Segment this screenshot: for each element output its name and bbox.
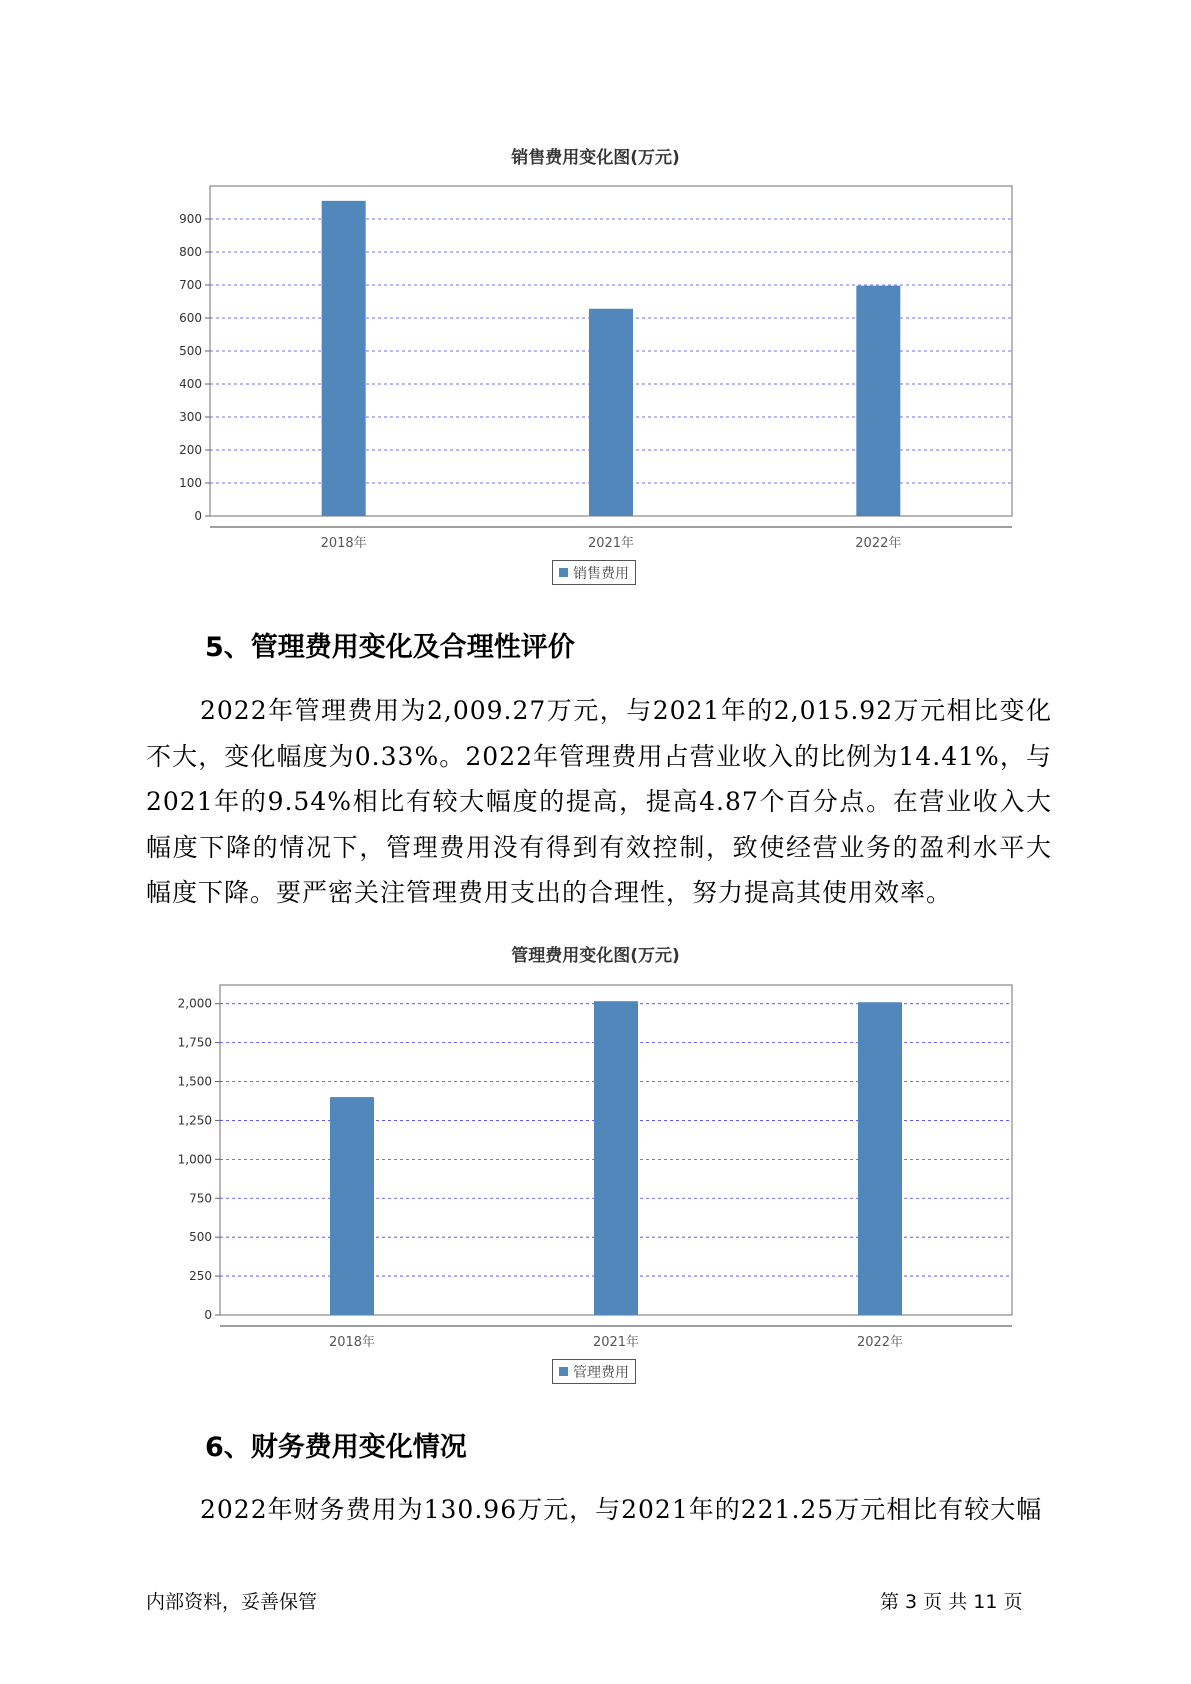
- legend-swatch: [559, 1367, 568, 1376]
- chart2-ytick-label: 1,500: [177, 1074, 212, 1089]
- chart2-bar: [594, 1001, 638, 1315]
- chart1-xtick-label: 2018年: [320, 536, 367, 551]
- section5-heading: 5、管理费用变化及合理性评价: [205, 632, 575, 663]
- chart1-ytick-label: 900: [179, 212, 202, 226]
- chart2-xtick-label: 2018年: [328, 1335, 376, 1350]
- chart1-ytick-label: 400: [179, 377, 202, 391]
- chart2-ytick-label: 0: [204, 1308, 212, 1322]
- section5-paragraph: 2022年管理费用为2,009.27万元，与2021年的2,015.92万元相比变化不大，变化幅度为0.33%。2022年管理费用占营业收入的比例为14.41%，与2021年的9.54%相比有较大幅度的提高，提高4.87个百分点。在营业收入大幅度下降的情况下，管理费用没有得到有效控制，致使经营业务的盈利水平大幅度下降。要严密关注管理费用支出的合理性，努力提高其使用效率。: [146, 696, 1052, 907]
- chart2-ytick-label: 2,000: [177, 996, 212, 1011]
- chart1-ytick-label: 200: [179, 443, 202, 457]
- chart2-bar: [330, 1097, 374, 1315]
- chart2-ytick-label: 250: [189, 1269, 212, 1284]
- section6-paragraph: 2022年财务费用为130.96万元，与2021年的221.25万元相比有较大幅: [200, 1495, 1043, 1524]
- chart1-ytick-label: 0: [194, 509, 202, 523]
- chart1-ytick-label: 800: [179, 245, 202, 259]
- chart2-ytick-label: 500: [189, 1230, 212, 1245]
- chart2-legend: [552, 1359, 636, 1384]
- chart2-bar: [858, 1002, 902, 1315]
- chart1-ytick-label: 300: [179, 410, 202, 424]
- chart2-title: 管理费用变化图(万元): [511, 946, 680, 966]
- chart2-ytick-label: 1,250: [177, 1113, 212, 1128]
- chart1-ytick-label: 100: [179, 476, 202, 490]
- chart2-ytick-label: 1,000: [177, 1152, 212, 1167]
- chart2-ytick-label: 750: [189, 1191, 212, 1206]
- chart2-legend-label: 管理费用: [573, 1364, 629, 1381]
- chart2-xtick-label: 2021年: [592, 1335, 640, 1350]
- chart1-xtick-label: 2022年: [855, 536, 902, 551]
- chart1-legend-label: 销售费用: [573, 565, 629, 582]
- chart1-title: 销售费用变化图(万元): [511, 148, 680, 168]
- chart1-ytick-label: 700: [179, 278, 202, 292]
- chart2-ytick-label: 1,750: [177, 1035, 212, 1050]
- footer-note: 内部资料，妥善保管: [146, 1591, 318, 1613]
- chart1-ytick-label: 600: [179, 311, 202, 325]
- chart1-xtick-label: 2021年: [587, 536, 635, 551]
- footer-page-number: 第 3 页 共 11 页: [880, 1591, 1023, 1613]
- chart1-ytick-label: 500: [179, 344, 202, 358]
- section6-heading: 6、财务费用变化情况: [205, 1432, 467, 1463]
- chart2-xtick-label: 2022年: [856, 1335, 904, 1350]
